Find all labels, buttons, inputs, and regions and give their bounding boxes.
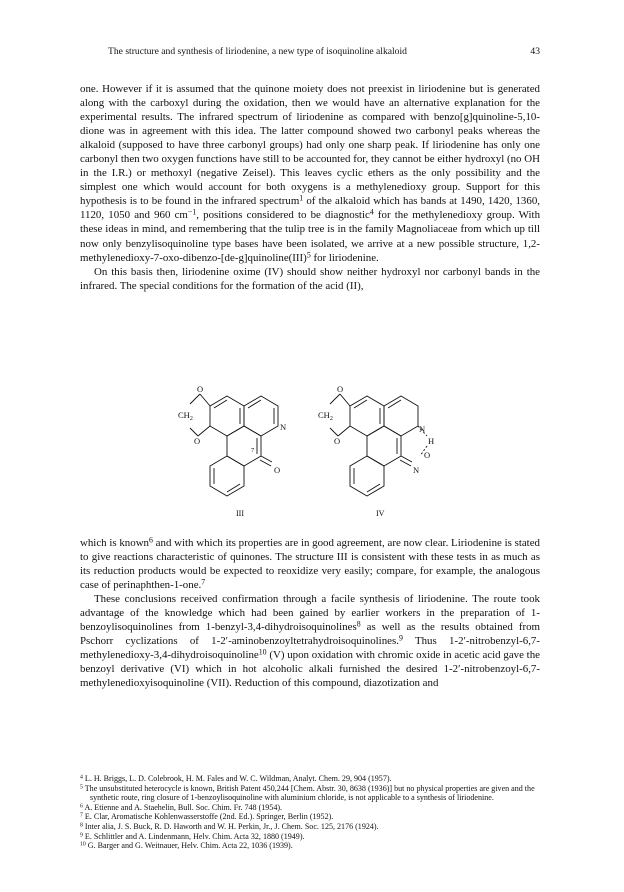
page-number: 43 [530,46,540,57]
iii-oxygen-top: O [197,384,204,394]
para4-text-c: Thus 1-2′-nitrobenzyl-6,7-methylenedioxy-3,4-dihydroisoquinoline [80,635,540,662]
paragraph-1 [80,82,540,265]
structure-diagram [150,380,470,520]
iv-nitrogen: N [419,424,426,434]
footnote [80,812,540,822]
iv-oxime-nitrogen: N [413,465,420,475]
footnote-text: G. Barger and G. Weitnauer, Helv. Chim. Acta 22, 1036 (1939). [87,841,293,851]
paragraph-4 [80,592,540,690]
footnote [80,803,540,813]
unit-exponent: −1 [187,207,197,217]
ref-mark-9: 9 [398,633,403,643]
structure-figure [150,380,470,520]
footnote-text: L. H. Briggs, L. D. Colebrook, H. M. Fales and W. C. Wildman, Analyt. Chem. 29, 904 (1957). [84,774,392,783]
ref-mark-1: 1 [299,193,304,203]
para4-text-d: (V) upon oxidation with chromic oxide in acetic acid gave the benzoyl derivative (VI) which in hot alcoholic alkali furnished the desired 1-2′-nitrobenzoyl-6,7-methylenedioxyisoquinoline (VII). Reduction of this compound, diazotization and [80,649,540,690]
structure-iv [330,394,427,496]
iv-hydroxy-oxygen: O [424,450,431,460]
iii-sub2: 2 [189,416,193,422]
ref-mark-10: 10 [258,647,267,657]
footnote-text: A. Etienne and A. Staehelin, Bull. Soc. Chim. Fr. 748 (1954). [84,802,283,812]
footnote-number: 9 [80,831,83,838]
paragraph-3 [80,536,540,592]
footnote [80,822,540,832]
para4-text-b: as well as the results obtained from Pschorr cyclizations of 1-2′-aminobenzoyltetrahydroisoquinolines. [80,621,540,648]
footnote-number: 7 [80,812,83,819]
footnote-text: E. Schlittler and A. Lindenmann, Helv. Chim. Acta 32, 1880 (1949). [84,831,305,841]
ref-mark-4: 4 [369,207,374,217]
para1-text-c: , positions considered to be diagnostic [196,209,370,222]
footnote-number: 6 [80,803,83,810]
iv-ring-c [367,426,401,466]
para4-text-a: These conclusions received confirmation through a facile synthesis of liriodenine. The route took advantage of the knowledge which had been gained by earlier workers in the preparation of 1-benzoylisoquinolines from 1-benzyl-3,4-dihydroisoquinolines [80,593,540,634]
footnote [80,832,540,842]
ref-mark-8: 8 [356,619,361,629]
iii-ring-a [210,396,244,436]
iv-h: H [323,410,330,420]
footnote-number: 5 [80,784,83,790]
para3-text-b: and with which its properties are in good agreement, are now clear. Liriodenine is stated to give reactions characteristic of quinones. The structure III is consistent with these tests in as much as its reduction products would be expected to reoxidize very easily; compare, for example, the analogous case of perinaphthen-1-one. [80,537,540,592]
footnote-text: Inter alia, J. S. Buck, R. D. Haworth and W. H. Perkin, Jr., J. Chem. Soc. 125, 2176 (1924). [84,821,379,831]
iv-ring-d [350,456,384,496]
iv-sub2: 2 [329,416,333,422]
ref-mark-6: 6 [149,535,153,545]
para1-text-e: for liriodenine. [310,251,379,264]
footnote-number: 4 [80,774,83,781]
footnote-number: 10 [80,841,86,848]
footnote [80,841,540,851]
iii-ch-label [178,410,193,422]
ref-mark-5: 5 [306,250,311,260]
iv-oxygen-top: O [337,384,344,394]
body-text-lower [80,536,540,691]
running-header [80,46,540,60]
ref-mark-7: 7 [201,577,206,587]
iii-h: H [183,410,190,420]
footnote [80,774,540,784]
iii-carbonyl-oxygen: O [274,465,281,475]
iv-hydrogen: H [428,436,435,446]
footnote [80,784,540,803]
iii-ring-b [244,396,278,436]
para1-text-d: for the methylenedioxy group. With these ideas in mind, and remembering that the tulip tree is in the family Magnoliaceae from which up till now only benzylisoquinoline type bases have been isolated, we arrive at a new possible structure, 1,2-methylenedioxy-7-oxo-dibenzo-[de-g]quinoline(III) [80,209,541,264]
iv-ring-b [384,396,418,436]
iv-c: C [318,410,324,420]
para3-text-a: which is known [80,537,150,549]
running-title: The structure and synthesis of liriodenine, a new type of isoquinoline alkaloid [108,46,407,57]
body-text-upper [80,82,540,293]
iii-oxygen-bottom: O [194,436,201,446]
iv-ch-label [318,410,333,422]
footnote-text: The unsubstituted heterocycle is known, British Patent 450,244 [Chem. Abstr. 30, 8638 (1936)] but no physical properties are given and the synthetic route, ring closure of 1-benzoylisoquinoline with aluminium chloride, is not applicable to a synthesis of liriodenine. [84,783,535,803]
para1-text-b: of the alkaloid which has bands at 1490, 1420, 1360, 1120, 1050 and 960 cm [80,195,540,222]
iii-ring-d [210,456,244,496]
iii-ring-c [227,426,261,466]
footnote-number: 8 [80,822,83,829]
iii-c: C [178,410,184,420]
iii-nitrogen: N [280,422,287,432]
footnote-text: E. Clar, Aromatische Kohlenwasserstoffe (2nd. Ed.). Springer, Berlin (1952). [84,812,334,822]
para1-text-a: one. However if it is assumed that the quinone moiety does not preexist in liriodenine but is generated along with the carboxyl during the oxidation, then we would have an alternative explanation for the experimental results. The infrared spectrum of liriodenine as compared with benzo[g]quinoline-5,10-dione was in agreement with this idea. The latter compound showed two carbonyl peaks whereas the alkaloid (supposed to have three carbonyl groups) had only one sharp peak. If liriodenine has only one carbonyl then two oxygen functions have still to be accounted for, they cannot be either hydroxyl (no OH in the I.R.) or methoxyl (negative Zeisel). This leaves cyclic ethers as the only possibility and the simplest one which would account for both oxygens is a methylenedioxy group. Support for this hypothesis is to be found in the infrared spectrum [80,83,540,208]
iii-position-7: 7 [251,447,255,454]
iv-oxygen-bottom: O [334,436,341,446]
structure-iii [190,394,281,496]
footnotes [80,774,540,851]
paragraph-2: On this basis then, liriodenine oxime (IV) should show neither hydroxyl nor carbonyl bands in the infrared. The special conditions for the formation of the acid (II), [80,265,540,292]
iv-ring-a [350,396,384,436]
label-iii: III [236,509,244,518]
label-iv: IV [376,509,385,518]
